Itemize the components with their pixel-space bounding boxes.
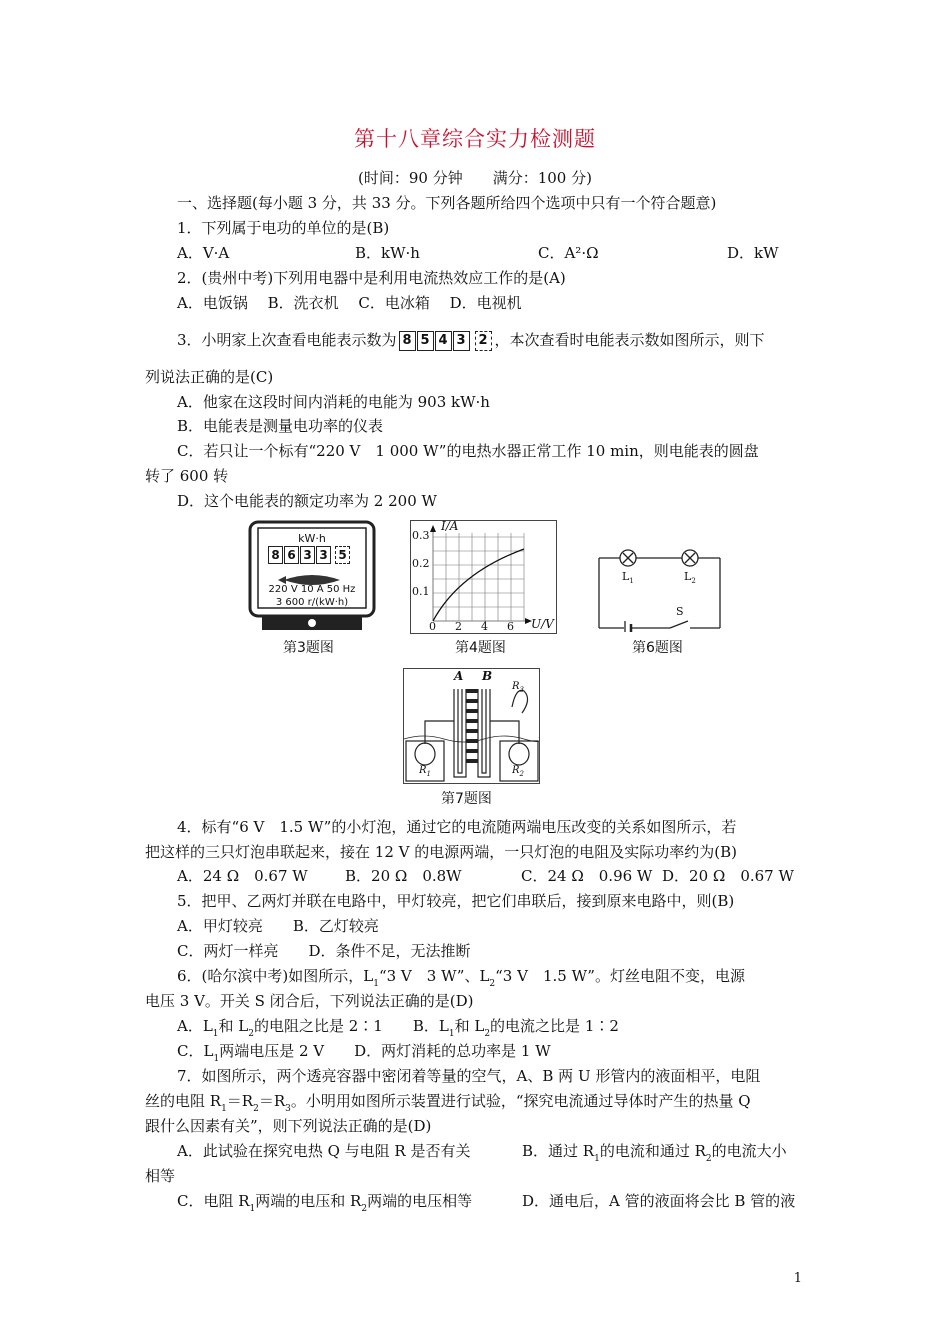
x-axis-label: U/V bbox=[531, 617, 554, 631]
x-tick: 2 bbox=[455, 620, 462, 633]
y-tick: 0.1 bbox=[412, 585, 430, 598]
x-tick: 0 bbox=[429, 620, 436, 633]
meter-unit: kW·h bbox=[298, 532, 326, 545]
tube-b-label: B bbox=[482, 669, 493, 683]
q4-option-a: A．24 Ω 0.67 W bbox=[177, 867, 308, 885]
q3-option-b: B．电能表是测量电功率的仪表 bbox=[177, 417, 384, 435]
lamp-l2-label: $L_2$ bbox=[684, 570, 696, 585]
q2-options: A．电饭锅 B．洗衣机 C．电冰箱 D．电视机 bbox=[177, 294, 522, 312]
q4-option-d: D．20 Ω 0.67 W bbox=[662, 867, 794, 885]
q3-option-d: D．这个电能表的额定功率为 2 200 W bbox=[177, 492, 437, 510]
q7-option-a: A．此试验在探究电热 Q 与电阻 R 是否有关 bbox=[177, 1142, 471, 1160]
q3-stem: 3．小明家上次查看电能表示数为 8 5 4 3 2 ，本次查看时电能表示数如图所示，则下 bbox=[177, 331, 765, 349]
q1-option-b: B．kW·h bbox=[355, 244, 420, 262]
figure-4-iu-graph bbox=[410, 520, 557, 634]
q4-stem: 4．标有“6 V 1.5 W”的小灯泡，通过它的电流随两端电压改变的关系如图所示，若 bbox=[177, 818, 737, 836]
meter-reading-boxes: 8 5 4 3 2 bbox=[399, 331, 493, 351]
q1-stem: 1．下列属于电功的单位的是(B) bbox=[177, 219, 390, 237]
tube-a-label: A bbox=[454, 669, 464, 683]
lamp-l1-label: $L_1$ bbox=[622, 570, 634, 585]
q3-option-a: A．他家在这段时间内消耗的电能为 903 kW·h bbox=[177, 393, 490, 411]
page-number: 1 bbox=[793, 1271, 802, 1286]
q3-option-c: C．若只让一个标有“220 V 1 000 W”的电热水器正常工作 10 min，则电能表的圆盘 bbox=[177, 442, 759, 460]
switch-label: S bbox=[676, 605, 684, 618]
q7-stem: 7．如图所示，两个透亮容器中密闭着等量的空气，A、B 两 U 形管内的液面相平，电阻 bbox=[177, 1067, 761, 1085]
q7-stem-cont2: 跟什么因素有关”，则下列说法正确的是(D) bbox=[145, 1117, 432, 1135]
q7-option-c: C．电阻 $R_1$两端的电压和 $R_2$两端的电压相等 bbox=[177, 1192, 473, 1214]
meter-digit: 6 bbox=[284, 546, 299, 564]
resistor-r1-label: $R_1$ bbox=[419, 765, 431, 778]
q7-option-b: B．通过 $R_1$的电流和通过 $R_2$的电流大小 bbox=[522, 1142, 787, 1164]
meter-digits bbox=[268, 546, 350, 564]
q4-stem-cont: 把这样的三只灯泡串联起来，接在 12 V 的电源两端，一只灯泡的电阻及实际功率约为(B) bbox=[145, 843, 737, 861]
q4-option-c: C．24 Ω 0.96 W bbox=[521, 867, 653, 885]
figure-6-circuit bbox=[596, 548, 724, 632]
q4-option-b: B．20 Ω 0.8W bbox=[345, 867, 462, 885]
resistor-r3-label: $R_3$ bbox=[512, 681, 524, 694]
meter-digit: 3 bbox=[316, 546, 331, 564]
q6-options-ab: A．$L_1$和 $L_2$的电阻之比是 2∶1 B．$L_1$和 $L_2$的电流之比是 1∶2 bbox=[177, 1017, 619, 1039]
meter-digit: 5 bbox=[335, 546, 350, 564]
q6-stem-cont: 电压 3 V。开关 S 闭合后，下列说法正确的是(D) bbox=[145, 992, 474, 1010]
q1-option-c: C．A²·Ω bbox=[538, 244, 599, 262]
resistor-r2-label: $R_2$ bbox=[512, 765, 524, 778]
figure-3-caption: 第3题图 bbox=[283, 640, 334, 656]
q1-option-d: D．kW bbox=[727, 244, 779, 262]
q5-stem: 5．把甲、乙两灯并联在电路中，甲灯较亮，把它们串联后，接到原来电路中，则(B) bbox=[177, 892, 735, 910]
q2-stem: 2．(贵州中考)下列用电器中是利用电流热效应工作的是(A) bbox=[177, 269, 566, 287]
q5-options-cd: C．两灯一样亮 D．条件不足，无法推断 bbox=[177, 942, 471, 960]
q7-stem-cont: 丝的电阻 $R_1=R_2=R_3$。小明用如图所示装置进行试验，“探究电流通过导体时产生的热量 Q bbox=[145, 1092, 751, 1114]
figure-7-caption: 第7题图 bbox=[441, 791, 492, 807]
q7-option-d: D．通电后，A 管的液面将会比 B 管的液 bbox=[522, 1192, 796, 1210]
meter-digit: 8 bbox=[268, 546, 283, 564]
x-tick: 6 bbox=[507, 620, 514, 633]
figure-3-energy-meter bbox=[248, 520, 376, 632]
q1-option-a: A．V·A bbox=[177, 244, 230, 262]
y-tick: 0.3 bbox=[412, 529, 430, 542]
meter-digit: 3 bbox=[300, 546, 315, 564]
q3-stem-cont: 列说法正确的是(C) bbox=[145, 368, 274, 386]
q5-options-ab: A．甲灯较亮 B．乙灯较亮 bbox=[177, 917, 379, 935]
page-title: 第十八章综合实力检测题 bbox=[354, 127, 596, 151]
q6-options-cd: C．$L_1$两端电压是 2 V D．两灯消耗的总功率是 1 W bbox=[177, 1042, 551, 1064]
meter-spec: 220 V 10 A 50 Hz bbox=[268, 584, 356, 595]
section-heading: 一、选择题(每小题 3 分，共 33 分。下列各题所给四个选项中只有一个符合题意) bbox=[177, 194, 717, 212]
meter-rev: 3 600 r/(kW·h) bbox=[275, 597, 349, 608]
exam-meta: (时间：90 分钟 满分：100 分) bbox=[358, 169, 592, 187]
figure-6-caption: 第6题图 bbox=[632, 640, 683, 656]
y-tick: 0.2 bbox=[412, 557, 430, 570]
q3-option-c-cont: 转了 600 转 bbox=[145, 467, 229, 485]
x-tick: 4 bbox=[481, 620, 488, 633]
q6-stem: 6．(哈尔滨中考)如图所示，$L_1“3$ V 3 W”、$L_2“3$ V 1.5 W”。灯丝电阻不变，电源 bbox=[177, 967, 745, 989]
figure-7-apparatus bbox=[403, 668, 540, 784]
figure-4-caption: 第4题图 bbox=[455, 640, 506, 656]
q7-option-b-cont: 相等 bbox=[145, 1167, 176, 1185]
y-axis-label: I/A bbox=[441, 519, 459, 533]
